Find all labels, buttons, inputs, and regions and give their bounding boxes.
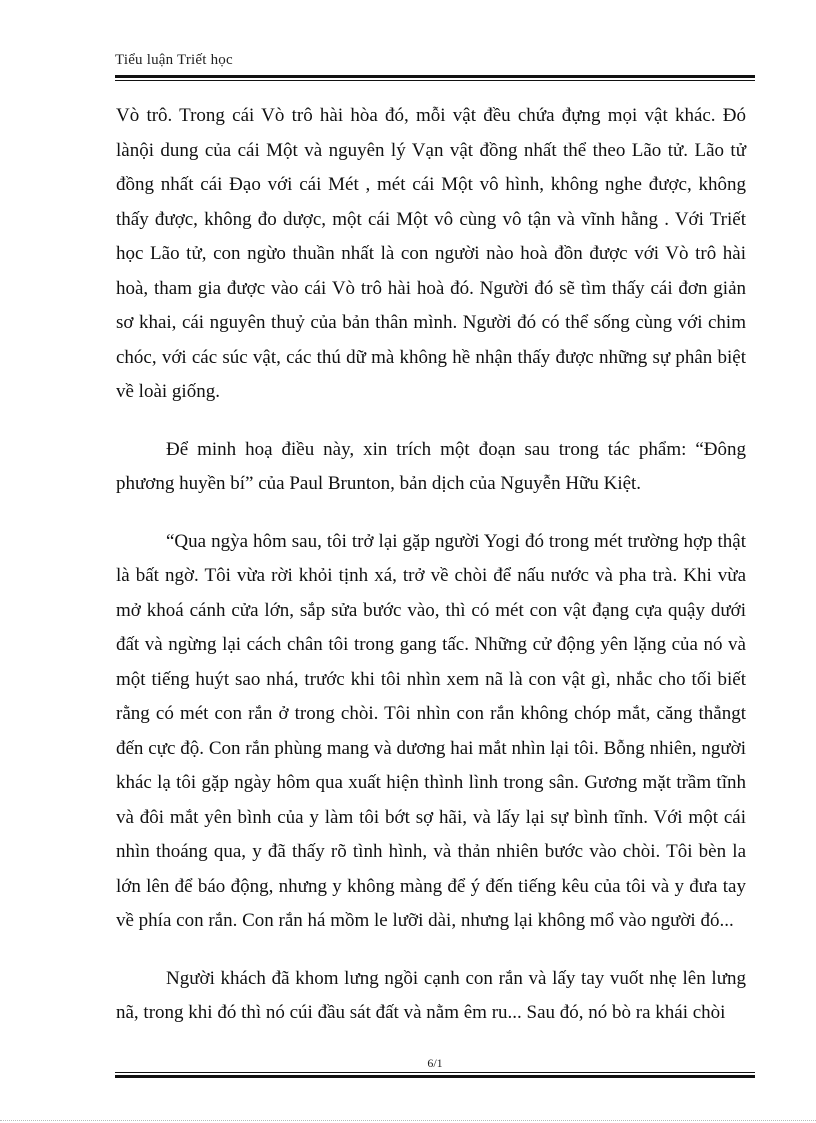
paragraph-3: “Qua ngỳa hôm sau, tôi trở lại gặp người Yogi đó trong mét trường hợp thật là bất ngờ. Tôi vừa rời khỏi tịnh xá, trở về chòi để nấu nước và pha trà. Khi vừa mở khoá cánh cửa lớn, sắp sửa bước vào, thì có mét con vật đạng cựa quậy dưới đất và ngừng lại cách chân tôi trong gang tấc. Những cử động yên lặng của nó và một tiếng huýt sao nhá, trước khi tôi nhìn xem nã là con vật gì, nhắc cho tối biết rằng có mét con rắn ở trong chòi. Tôi nhìn con rắn không chóp mắt, căng thẳngt đến cực độ. Con rắn phùng mang và dương hai mắt nhìn lại tôi. Bỗng nhiên, người khác lạ tôi gặp ngày hôm qua xuất hiện thình lình trong sân. Gương mặt trầm tĩnh và đôi mắt yên bình của y làm tôi bớt sợ hãi, và lấy lại sự bình tĩnh. Với một cái nhìn thoáng qua, y đã thấy rõ tình hình, và thản nhiên bước vào chòi. Tôi bèn la lớn lên để báo động, nhưng y không màng để ý đến tiếng kêu của tôi và y đưa tay về phía con rắn. Con rắn há mồm le lưỡi dài, nhưng lại không mổ vào người đó... — [116, 530, 746, 931]
header-rule-thin — [115, 80, 755, 81]
page-footer — [115, 1057, 755, 1078]
paragraph-4: Người khách đã khom lưng ngồi cạnh con rắn và lấy tay vuốt nhẹ lên lưng nã, trong khi đó thì nó cúi đầu sát đất và nằm êm ru... Sau đó, nó bò ra khái chòi — [116, 967, 746, 1023]
page-header — [115, 50, 755, 81]
footer-rule-thin — [115, 1072, 755, 1073]
page-number: 6/1 — [427, 1056, 443, 1070]
header-title: Tiểu luận Triết học — [115, 52, 233, 68]
footer-rule-thick — [115, 1075, 755, 1078]
header-rule-thick — [115, 75, 755, 78]
paragraph-1: Vò trô. Trong cái Vò trô hài hòa đó, mỗi vật đều chứa đựng mọi vật khác. Đó lànội dung của cái Một và nguyên lý Vạn vật đồng nhất thể theo Lão tử. Lão tử đồng nhất cái Đạo với cái Mét , mét cái Một vô hình, không nghe được, không thấy được, không đo dược, một cái Một vô cùng vô tận và vĩnh hằng . Với Triết học Lão tử, con ngừo thuần nhất là con người nào hoà đồn được với Vò trô hài hoà, tham gia được vào cái Vò trô hài hoà đó. Người đó sẽ tìm thấy cái đơn giản sơ khai, cái nguyên thuỷ của bản thân mình. Người đó có thể sống cùng với chim chóc, với các súc vật, các thú dữ mà không hề nhận thấy được những sự phân biệt về loài giống. — [116, 105, 746, 402]
paragraph-2: Để minh hoạ điều này, xin trích một đoạn sau trong tác phẩm: “Đông phương huyền bí” của Paul Brunton, bản dịch của Nguyễn Hữu Kiệt. — [116, 438, 746, 494]
page-bottom-edge — [0, 1120, 816, 1121]
document-body — [116, 99, 746, 1054]
